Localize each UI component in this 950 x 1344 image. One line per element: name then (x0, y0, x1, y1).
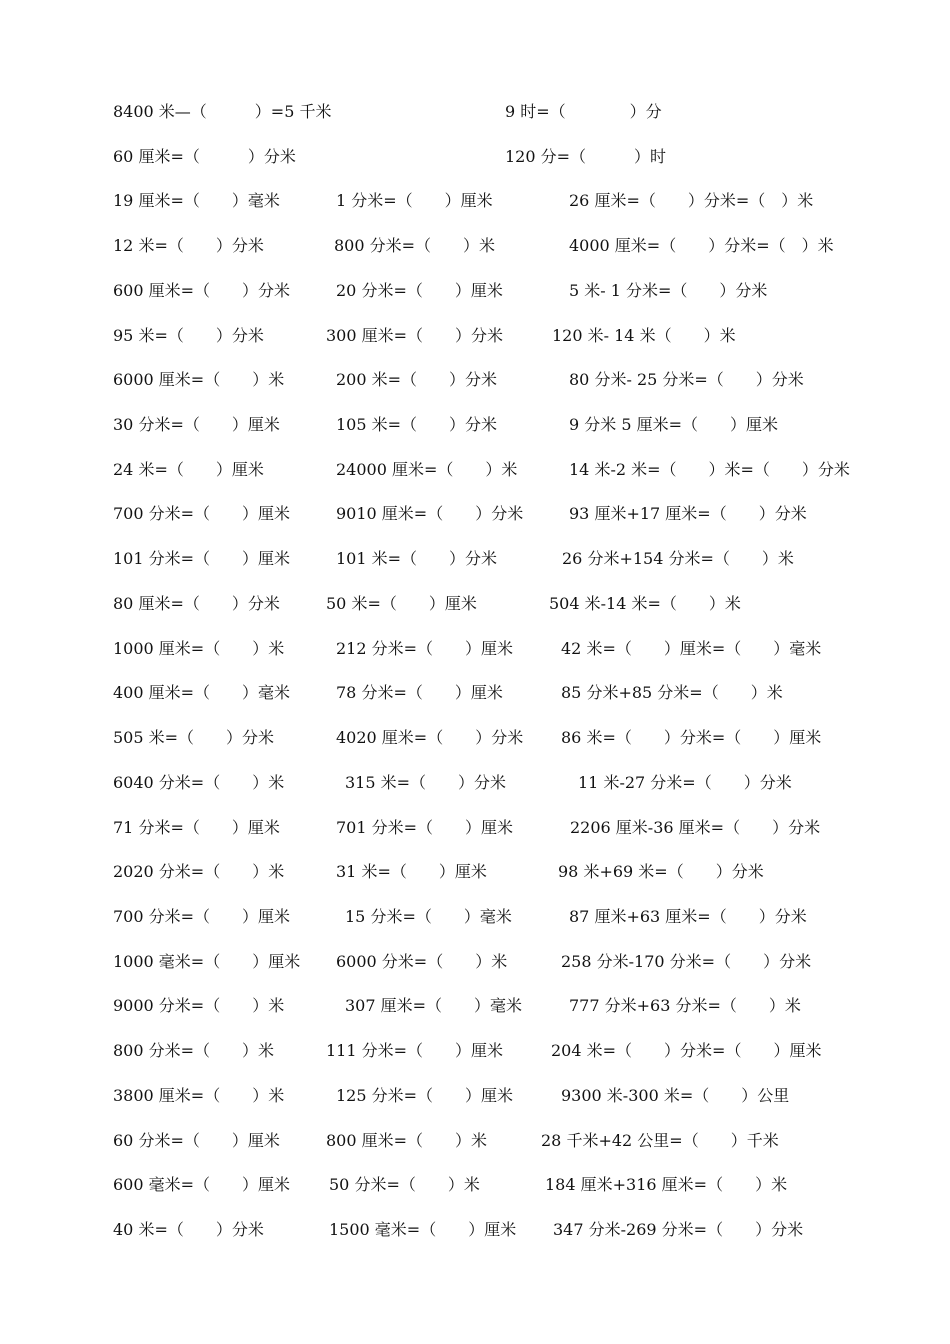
conversion-problem: 800 分米=（ ）米 (334, 236, 496, 256)
conversion-problem: 60 分米=（ ）厘米 (113, 1130, 280, 1150)
conversion-problem: 347 分米-269 分米=（ ）分米 (553, 1220, 804, 1239)
problem-row (0, 681, 950, 705)
conversion-problem: 30 分米=（ ）厘米 (113, 415, 280, 435)
conversion-problem: 19 厘米=（ ）毫米 (113, 191, 280, 211)
conversion-problem: 200 米=（ ）分米 (336, 370, 498, 390)
conversion-problem: 204 米=（ ）分米=（ ）厘米 (551, 1041, 822, 1061)
conversion-problem: 6000 厘米=（ ）米 (113, 370, 285, 390)
conversion-problem: 80 分米- 25 分米=（ ）分米 (569, 370, 804, 390)
conversion-problem: 800 厘米=（ ）米 (326, 1130, 488, 1150)
problem-row (0, 860, 950, 884)
conversion-problem: 300 厘米=（ ）分米 (326, 325, 504, 345)
conversion-problem: 98 米+69 米=（ ）分米 (558, 862, 764, 882)
conversion-problem: 1000 厘米=（ ）米 (113, 638, 285, 658)
conversion-problem: 31 米=（ ）厘米 (336, 862, 487, 882)
conversion-problem: 50 分米=（ ）米 (329, 1175, 480, 1195)
conversion-problem: 80 厘米=（ ）分米 (113, 593, 280, 613)
problem-row (0, 502, 950, 526)
problem-row (0, 1039, 950, 1063)
problem-row (0, 637, 950, 661)
problem-row (0, 145, 950, 169)
problem-row (0, 816, 950, 840)
problem-row (0, 1084, 950, 1108)
conversion-problem: 504 米-14 米=（ ）米 (549, 593, 741, 613)
conversion-problem: 50 米=（ ）厘米 (326, 593, 477, 613)
conversion-problem: 24000 厘米=（ ）米 (336, 459, 518, 479)
conversion-problem: 212 分米=（ ）厘米 (336, 638, 514, 658)
problem-row (0, 592, 950, 616)
conversion-problem: 86 米=（ ）分米=（ ）厘米 (561, 728, 822, 748)
problem-row (0, 324, 950, 348)
conversion-problem: 9010 厘米=（ ）分米 (336, 504, 524, 524)
conversion-problem: 111 分米=（ ）厘米 (326, 1041, 504, 1061)
conversion-problem: 777 分米+63 分米=（ ）米 (569, 996, 801, 1016)
conversion-problem: 71 分米=（ ）厘米 (113, 817, 280, 837)
conversion-problem: 101 分米=（ ）厘米 (113, 549, 291, 569)
conversion-problem: 15 分米=（ ）毫米 (345, 906, 512, 926)
conversion-problem: 9 分米 5 厘米=（ ）厘米 (569, 415, 779, 435)
conversion-problem: 125 分米=（ ）厘米 (336, 1085, 514, 1105)
conversion-problem: 6000 分米=（ ）米 (336, 951, 508, 971)
conversion-problem: 1000 毫米=（ ）厘米 (113, 951, 301, 971)
conversion-problem: 6040 分米=（ ）米 (113, 772, 285, 792)
conversion-problem: 700 分米=（ ）厘米 (113, 906, 291, 926)
conversion-problem: 3800 厘米=（ ）米 (113, 1085, 285, 1105)
conversion-problem: 87 厘米+63 厘米=（ ）分米 (569, 906, 807, 926)
problem-row (0, 1173, 950, 1197)
conversion-problem: 12 米=（ ）分米 (113, 236, 264, 256)
conversion-problem: 505 米=（ ）分米 (113, 728, 275, 748)
conversion-problem: 600 毫米=（ ）厘米 (113, 1175, 291, 1195)
problem-row (0, 189, 950, 213)
problem-row (0, 547, 950, 571)
conversion-problem: 26 分米+154 分米=（ ）米 (562, 549, 794, 569)
conversion-problem: 120 米- 14 米（ ）米 (552, 325, 736, 345)
conversion-problem: 2020 分米=（ ）米 (113, 862, 285, 882)
conversion-problem: 95 米=（ ）分米 (113, 325, 264, 345)
conversion-problem: 9300 米-300 米=（ ）公里 (561, 1085, 790, 1105)
conversion-problem: 1500 毫米=（ ）厘米 (329, 1220, 517, 1239)
conversion-problem: 700 分米=（ ）厘米 (113, 504, 291, 524)
conversion-problem: 400 厘米=（ ）毫米 (113, 683, 291, 703)
problem-row (0, 100, 950, 124)
problem-row (0, 994, 950, 1018)
conversion-problem: 4000 厘米=（ ）分米=（ ）米 (569, 236, 834, 256)
problem-row (0, 726, 950, 750)
conversion-problem: 28 千米+42 公里=（ ）千米 (541, 1130, 779, 1150)
conversion-problem: 40 米=（ ）分米 (113, 1220, 264, 1239)
conversion-problem: 1 分米=（ ）厘米 (336, 191, 493, 211)
conversion-problem: 105 米=（ ）分米 (336, 415, 498, 435)
conversion-problem: 701 分米=（ ）厘米 (336, 817, 514, 837)
conversion-problem: 101 米=（ ）分米 (336, 549, 498, 569)
problem-row (0, 458, 950, 482)
conversion-problem: 5 米- 1 分米=（ ）分米 (569, 280, 768, 300)
conversion-problem: 258 分米-170 分米=（ ）分米 (561, 951, 812, 971)
conversion-problem: 78 分米=（ ）厘米 (336, 683, 503, 703)
problem-row (0, 279, 950, 303)
problem-row (0, 1129, 950, 1153)
problem-row (0, 413, 950, 437)
conversion-problem: 60 厘米=（ ）分米 (113, 146, 296, 166)
problem-row (0, 950, 950, 974)
conversion-problem: 24 米=（ ）厘米 (113, 459, 264, 479)
conversion-problem: 9000 分米=（ ）米 (113, 996, 285, 1016)
conversion-problem: 26 厘米=（ ）分米=（ ）米 (569, 191, 814, 211)
problem-row (0, 1218, 950, 1242)
conversion-problem: 307 厘米=（ ）毫米 (345, 996, 523, 1016)
problem-row (0, 771, 950, 795)
conversion-problem: 14 米-2 米=（ ）米=（ ）分米 (569, 459, 850, 479)
conversion-problem: 800 分米=（ ）米 (113, 1041, 275, 1061)
conversion-problem: 2206 厘米-36 厘米=（ ）分米 (570, 817, 821, 837)
problem-row (0, 905, 950, 929)
conversion-problem: 8400 米—（ ）=5 千米 (113, 102, 332, 121)
conversion-problem: 85 分米+85 分米=（ ）米 (561, 683, 783, 703)
conversion-problem: 93 厘米+17 厘米=（ ）分米 (569, 504, 807, 524)
problem-row (0, 368, 950, 392)
conversion-problem: 120 分=（ ）时 (505, 146, 667, 166)
conversion-problem: 4020 厘米=（ ）分米 (336, 728, 524, 748)
conversion-problem: 42 米=（ ）厘米=（ ）毫米 (561, 638, 822, 658)
conversion-problem: 20 分米=（ ）厘米 (336, 280, 503, 300)
conversion-problem: 184 厘米+316 厘米=（ ）米 (545, 1175, 788, 1195)
conversion-problem: 11 米-27 分米=（ ）分米 (578, 772, 792, 792)
problem-row (0, 234, 950, 258)
conversion-problem: 600 厘米=（ ）分米 (113, 280, 291, 300)
conversion-problem: 9 时=（ ）分 (505, 102, 662, 121)
conversion-problem: 315 米=（ ）分米 (345, 772, 507, 792)
